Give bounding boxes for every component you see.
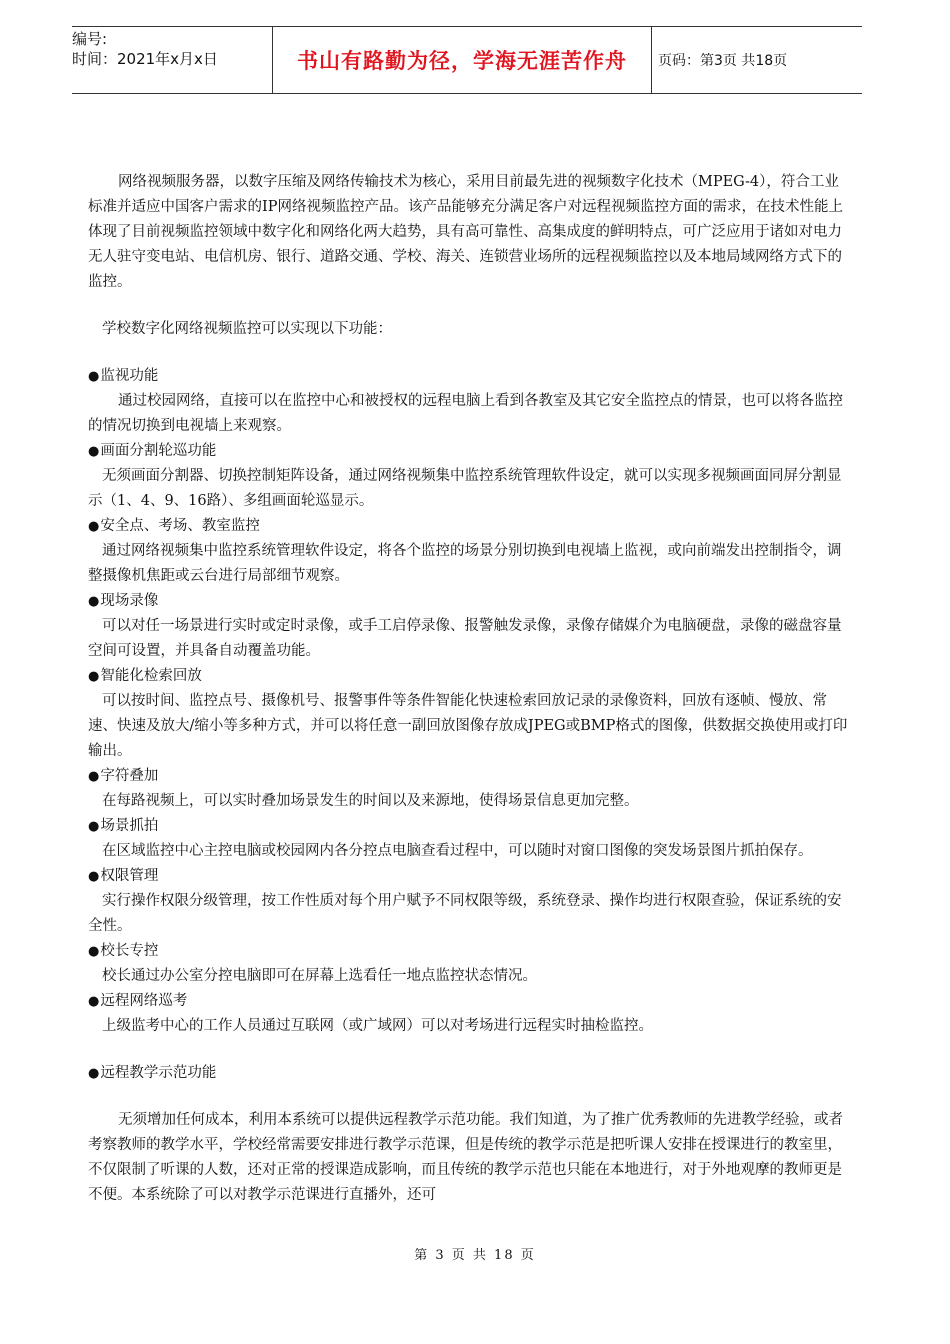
feature-text-principal: 校长通过办公室分控电脑即可在屏幕上选看任一地点监控状态情况。 [102, 968, 537, 984]
feature-title-snapshot: ● 场景抓拍 [88, 814, 850, 839]
header-page-label: 页码：第3页 共18页 [658, 53, 788, 69]
feature-text-split-screen: 无须画面分割器、切换控制矩阵设备，通过网络视频集中监控系统管理软件设定，就可以实现多视频画面同屏分割显示（1、4、9、16路）、多组画面轮巡显示。 [88, 468, 842, 509]
feature-title-security-points: ● 安全点、考场、教室监控 [88, 514, 850, 539]
feature-title-principal: ● 校长专控 [88, 939, 850, 964]
header-motto: 书山有路勤为径，学海无涯苦作舟 [297, 49, 627, 73]
feature-title-permissions: ● 权限管理 [88, 864, 850, 889]
page-header [72, 26, 862, 94]
header-motto-cell [272, 27, 652, 93]
feature-title-split-screen: ● 画面分割轮巡功能 [88, 439, 850, 464]
feature-text-security-points: 通过网络视频集中监控系统管理软件设定，将各个监控的场景分别切换到电视墙上监视，或向前端发出控制指令，调整摄像机焦距或云台进行局部细节观察。 [88, 543, 842, 584]
feature-text-remote-exam: 上级监考中心的工作人员通过互联网（或广域网）可以对考场进行远程实时抽检监控。 [102, 1018, 653, 1034]
feature-title-remote-exam: ● 远程网络巡考 [88, 989, 850, 1014]
section2-paragraph: 无须增加任何成本，利用本系统可以提供远程教学示范功能。我们知道，为了推广优秀教师的先进教学经验，或者考察教师的教学水平，学校经常需要安排进行教学示范课，但是传统的教学示范是把听课人安排在授课进行的教室里，不仅限制了听课的人数，还对正常的授课造成影响，而且传统的教学示范也只能在本地进行，对于外地观摩的教师更是不便。本系统除了可以对教学示范课进行直播外，还可 [88, 1112, 843, 1203]
intro-paragraph: 网络视频服务器，以数字压缩及网络传输技术为核心，采用目前最先进的视频数字化技术（MPEG-4），符合工业标准并适应中国客户需求的IP网络视频监控产品。该产品能够充分满足客户对远程视频监控方面的需求，在技术性能上体现了目前视频监控领域中数字化和网络化两大趋势，具有高可靠性、高集成度的鲜明特点，可广泛应用于诸如对电力无人驻守变电站、电信机房、银行、道路交通、学校、海关、连锁营业场所的远程视频监控以及本地局域网络方式下的监控。 [88, 174, 843, 290]
document-body [88, 170, 850, 1208]
feature-title-playback: ● 智能化检索回放 [88, 664, 850, 689]
feature-text-overlay: 在每路视频上，可以实时叠加场景发生的时间以及来源地，使得场景信息更加完整。 [102, 793, 639, 809]
feature-text-playback: 可以按时间、监控点号、摄像机号、报警事件等条件智能化快速检索回放记录的录像资料，回放有逐帧、慢放、常速、快速及放大/缩小等多种方式，并可以将任意一副回放图像存放成JPEG或BMP格式的图像，供数据交换使用或打印输出。 [88, 693, 848, 759]
header-page-cell [652, 27, 862, 93]
document-number-label: 编号: [72, 30, 108, 48]
feature-text-recording: 可以对任一场景进行实时或定时录像，或手工启停录像、报警触发录像，录像存储媒介为电脑硬盘，录像的磁盘容量空间可设置，并具备自动覆盖功能。 [88, 618, 842, 659]
page-footer: 第 3 页 共 18 页 [414, 1248, 536, 1263]
lead-paragraph: 学校数字化网络视频监控可以实现以下功能： [102, 321, 392, 337]
section2-title: ● 远程教学示范功能 [88, 1061, 850, 1086]
feature-text-monitor: 通过校园网络，直接可以在监控中心和被授权的远程电脑上看到各教室及其它安全监控点的情景，也可以将各监控的情况切换到电视墙上来观察。 [88, 393, 843, 434]
feature-title-monitor: ● 监视功能 [88, 364, 850, 389]
feature-text-permissions: 实行操作权限分级管理，按工作性质对每个用户赋予不同权限等级，系统登录、操作均进行权限查验，保证系统的安全性。 [88, 893, 842, 934]
feature-title-recording: ● 现场录像 [88, 589, 850, 614]
feature-text-snapshot: 在区域监控中心主控电脑或校园网内各分控点电脑查看过程中，可以随时对窗口图像的突发场景图片抓拍保存。 [102, 843, 813, 859]
feature-title-overlay: ● 字符叠加 [88, 764, 850, 789]
document-time-label: 时间：2021年x月x日 [72, 50, 218, 68]
header-meta [72, 27, 272, 93]
